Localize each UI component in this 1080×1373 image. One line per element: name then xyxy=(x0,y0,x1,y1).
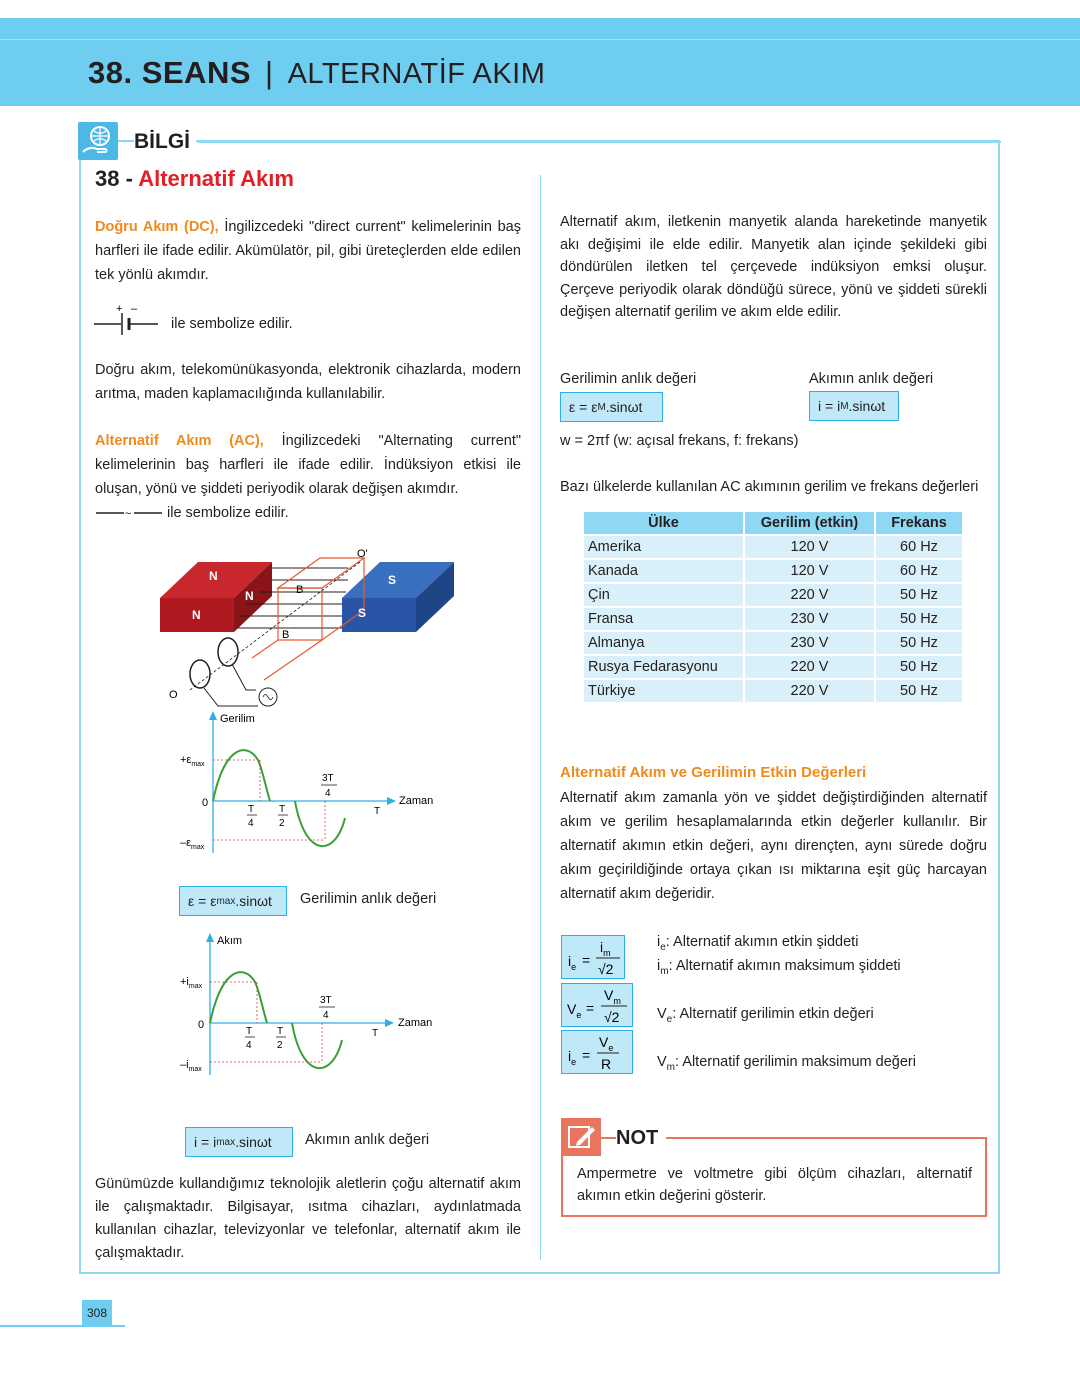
current-ylabel: Akım xyxy=(217,935,243,947)
i-formula-b: .sinωt xyxy=(848,398,886,414)
ac-country-table xyxy=(582,510,964,704)
dc-battery-icon xyxy=(94,303,164,337)
svg-text:ie: $i_e$ xyxy=(568,1048,577,1067)
table-cell: Amerika xyxy=(584,536,743,558)
table-cell: 230 V xyxy=(745,632,874,654)
dc-plus-sign: + xyxy=(116,303,123,315)
current-negative-half xyxy=(292,1023,342,1068)
current-positive-half xyxy=(210,972,267,1023)
current-formula-main: i = i xyxy=(194,1134,217,1150)
section-title: Alternatif Akım xyxy=(138,166,294,191)
fig-o-prime: O' xyxy=(357,548,368,560)
fig-n3: N xyxy=(192,608,201,622)
dc-symbol-caption: ile sembolize edilir. xyxy=(171,316,293,332)
fig-s2: S xyxy=(358,606,367,620)
column-divider xyxy=(540,175,541,1260)
voltage-instant-title: Gerilimin anlık değeri xyxy=(560,371,697,387)
svg-text:Vm: $V_m$ xyxy=(604,987,621,1006)
th-voltage: Gerilim (etkin) xyxy=(745,512,874,534)
bilgi-label: BİLGİ xyxy=(134,130,196,154)
dc-text: İngilizcedeki "direct current" kelimelerinin baş harfleri ile ifade edilir. Akümülatör, pil, gibi üreteçlerden elde edilen tek yönlü akımdır. xyxy=(95,219,521,283)
table-cell: 220 V xyxy=(745,584,874,606)
table-cell: 60 Hz xyxy=(876,536,962,558)
current-formula-sub: max xyxy=(216,1136,236,1148)
formula-ie-im xyxy=(561,935,625,979)
th-frequency: Frekans xyxy=(876,512,962,534)
ac-text: İngilizcedeki "Alternating current" kelimelerinin baş harfleri ile ifade edilir. İndüksiyon etkisi ile oluşan, yönü ve şiddeti periyodik olarak değişen akımdır. xyxy=(95,433,521,497)
voltage-instant-formula xyxy=(560,392,663,422)
current-zero: 0 xyxy=(198,1019,205,1031)
current-t4-den: 4 xyxy=(246,1040,252,1051)
fig-b2: B xyxy=(282,629,290,641)
definition-ve: $V_e$: Alternatif gerilimin etkin değeri xyxy=(657,1006,874,1025)
note-pencil-icon xyxy=(561,1118,601,1156)
table-cell: 220 V xyxy=(745,656,874,678)
voltage-positive-half xyxy=(213,750,270,801)
current-graph xyxy=(170,930,450,1082)
south-magnet-front xyxy=(342,598,416,632)
title-separator: | xyxy=(265,55,274,90)
voltage-t2-num: T xyxy=(279,804,286,815)
page-title xyxy=(88,55,545,91)
table-cell: 60 Hz xyxy=(876,560,962,582)
th-country: Ülke xyxy=(584,512,743,534)
right-intro: Alternatif akım, iletkenin manyetik alanda hareketinde manyetik akı değişimi ile elde edilir. Manyetik alan içinde şekildeki gibi döndürülen iletken tel çerçevede indüksiyon emksi oluşur. Çerçeve periyodik olarak döndüğü sürece, yönü ve şiddeti sürekli değişen alternatif gerilim ve akım elde edilir. xyxy=(560,214,987,320)
table-cell: 120 V xyxy=(745,560,874,582)
section-number: 38 xyxy=(95,166,120,191)
table-row xyxy=(584,584,962,606)
table-cell: Kanada xyxy=(584,560,743,582)
conclusion-paragraph: Günümüzde kullandığımız teknolojik aletlerin çoğu alternatif akım ile çalışmaktadır. Bilgisayar, ısıtma cihazları, aydınlatmada kullanılan cihazlar, televizyonlar ve telefonlar, alternatif akım ile çalışmaktadır. xyxy=(95,1176,521,1261)
svg-text:Ve: $V_e$ xyxy=(599,1034,614,1053)
table-cell: 120 V xyxy=(745,536,874,558)
definition-vm: $V_m$: Alternatif gerilimin maksimum değeri xyxy=(657,1054,916,1073)
svg-text:=: = xyxy=(582,952,591,968)
current-t34-den: 4 xyxy=(323,1010,329,1021)
voltage-zero: 0 xyxy=(202,797,209,809)
ac-symbol-icon xyxy=(96,505,164,521)
ac-tilde: ~ xyxy=(125,508,132,520)
formula-ie-ve-r xyxy=(561,1030,633,1074)
table-cell: Fransa xyxy=(584,608,743,630)
svg-text:√2: √2 xyxy=(604,1009,620,1025)
section-heading xyxy=(95,166,294,192)
voltage-ymax: $+\varepsilon_{max}$ xyxy=(180,754,205,768)
table-title: Bazı ülkelerde kullanılan AC akımının gerilim ve frekans değerleri xyxy=(560,479,979,495)
fig-b1: B xyxy=(296,584,304,596)
table-cell: 50 Hz xyxy=(876,608,962,630)
table-cell: Türkiye xyxy=(584,680,743,702)
voltage-xlabel: Zaman xyxy=(399,795,434,807)
voltage-formula-caption: Gerilimin anlık değeri xyxy=(300,891,437,907)
voltage-formula-box xyxy=(179,886,287,916)
current-instant-formula xyxy=(809,391,899,421)
session-title: ALTERNATİF AKIM xyxy=(287,58,546,90)
definition-ie: $i_e$: Alternatif akımın etkin şiddeti xyxy=(657,934,859,953)
ac-symbol-caption: ile sembolize edilir. xyxy=(167,505,289,521)
dc-minus-sign: – xyxy=(131,303,138,315)
svg-text:R: R xyxy=(601,1056,612,1072)
table-cell: Çin xyxy=(584,584,743,606)
svg-text:=: = xyxy=(586,1000,595,1016)
definition-im: $i_m$: Alternatif akımın maksimum şiddeti xyxy=(657,958,901,977)
voltage-t4-den: 4 xyxy=(248,818,254,829)
svg-text:im: $i_m$ xyxy=(600,939,611,958)
current-formula-tail: .sinωt xyxy=(235,1134,272,1150)
svg-text:√2: √2 xyxy=(598,961,614,977)
note-box-left-edge xyxy=(561,1156,563,1217)
current-T: T xyxy=(372,1028,379,1039)
current-t34-num: 3T xyxy=(320,995,332,1006)
current-ymax: $+i_{max}$ xyxy=(180,976,203,990)
current-instant-title: Akımın anlık değeri xyxy=(809,371,934,387)
session-number: 38. SEANS xyxy=(88,55,252,90)
dc-term: Doğru Akım (DC), xyxy=(95,219,219,235)
svg-text:ie: $i_e$ xyxy=(568,953,577,972)
table-row xyxy=(584,608,962,630)
fig-n2: N xyxy=(245,589,254,603)
page-number: 308 xyxy=(82,1300,112,1326)
current-formula-caption: Akımın anlık değeri xyxy=(305,1132,430,1148)
dc-usage: Doğru akım, telekomünükasyonda, elektronik cihazlarda, modern arıtma, maden kaplamacılığında kullanılabilir. xyxy=(95,362,521,402)
voltage-negative-half xyxy=(295,801,345,846)
table-cell: 50 Hz xyxy=(876,680,962,702)
i-formula-sub: M xyxy=(840,400,849,412)
frame-top-line xyxy=(198,141,1001,143)
v-formula-sub: M xyxy=(597,401,606,413)
dc-paragraph xyxy=(95,215,521,287)
table-row xyxy=(584,680,962,702)
formula-ve-vm xyxy=(561,983,633,1027)
i-formula-a: i = i xyxy=(818,398,841,414)
effective-values-text: Alternatif akım zamanla yön ve şiddet değiştirdiğinden alternatif akım ve gerilim hesaplamalarında etkin değerler kullanılır. Bir alternatif akımın etkin değeri, aynı dirençten, aynı sürede doğru akım geçirildiğinde ortaya çıkan ısı miktarına eşit güç harcayan alternatif akım değeridir. xyxy=(560,790,987,902)
table-cell: Rusya Fedarasyonu xyxy=(584,656,743,678)
current-t4-num: T xyxy=(246,1026,253,1037)
effective-values-title: Alternatif Akım ve Gerilimin Etkin Değerleri xyxy=(560,764,867,781)
fig-o: O xyxy=(169,689,178,701)
table-cell: Almanya xyxy=(584,632,743,654)
svg-text:Ve: $V_e$ xyxy=(567,1001,582,1020)
table-cell: 50 Hz xyxy=(876,656,962,678)
voltage-formula-sub: max xyxy=(216,895,236,907)
v-formula-a: ε = ε xyxy=(569,399,598,415)
table-row xyxy=(584,656,962,678)
fig-n1: N xyxy=(209,569,218,583)
table-cell: 220 V xyxy=(745,680,874,702)
voltage-t34-den: 4 xyxy=(325,788,331,799)
table-cell: 50 Hz xyxy=(876,632,962,654)
current-formula-box xyxy=(185,1127,293,1157)
current-ymin: $-i_{max}$ xyxy=(180,1059,202,1073)
table-header-row xyxy=(584,512,962,534)
omega-definition: w = 2πf (w: açısal frekans, f: frekans) xyxy=(560,433,799,449)
ac-paragraph xyxy=(95,429,521,501)
voltage-formula-main: ε = ε xyxy=(188,893,217,909)
svg-text:=: = xyxy=(582,1047,591,1063)
fig-s1: S xyxy=(388,573,397,587)
current-xlabel: Zaman xyxy=(398,1017,433,1029)
current-t2-num: T xyxy=(277,1026,284,1037)
table-cell: 50 Hz xyxy=(876,584,962,606)
table-row xyxy=(584,536,962,558)
voltage-ylabel: Gerilim xyxy=(220,713,255,725)
table-cell: 230 V xyxy=(745,608,874,630)
note-label: NOT xyxy=(616,1127,666,1150)
voltage-t4-num: T xyxy=(248,804,255,815)
table-row xyxy=(584,560,962,582)
voltage-ymin: $-\varepsilon_{max}$ xyxy=(180,837,205,851)
ac-term: Alternatif Akım (AC), xyxy=(95,433,264,449)
note-text: Ampermetre ve voltmetre gibi ölçüm cihazları, alternatif akımın etkin değerini gösterir. xyxy=(577,1166,972,1204)
table-row xyxy=(584,632,962,654)
section-dash: - xyxy=(125,166,133,191)
v-formula-b: .sinωt xyxy=(605,399,643,415)
generator-diagram xyxy=(160,540,460,710)
voltage-T: T xyxy=(374,806,381,817)
voltage-t2-den: 2 xyxy=(279,818,285,829)
voltage-t34-num: 3T xyxy=(322,773,334,784)
voltage-formula-tail: .sinωt xyxy=(235,893,272,909)
current-t2-den: 2 xyxy=(277,1040,283,1051)
info-hand-icon xyxy=(78,122,118,160)
voltage-graph xyxy=(170,708,450,860)
